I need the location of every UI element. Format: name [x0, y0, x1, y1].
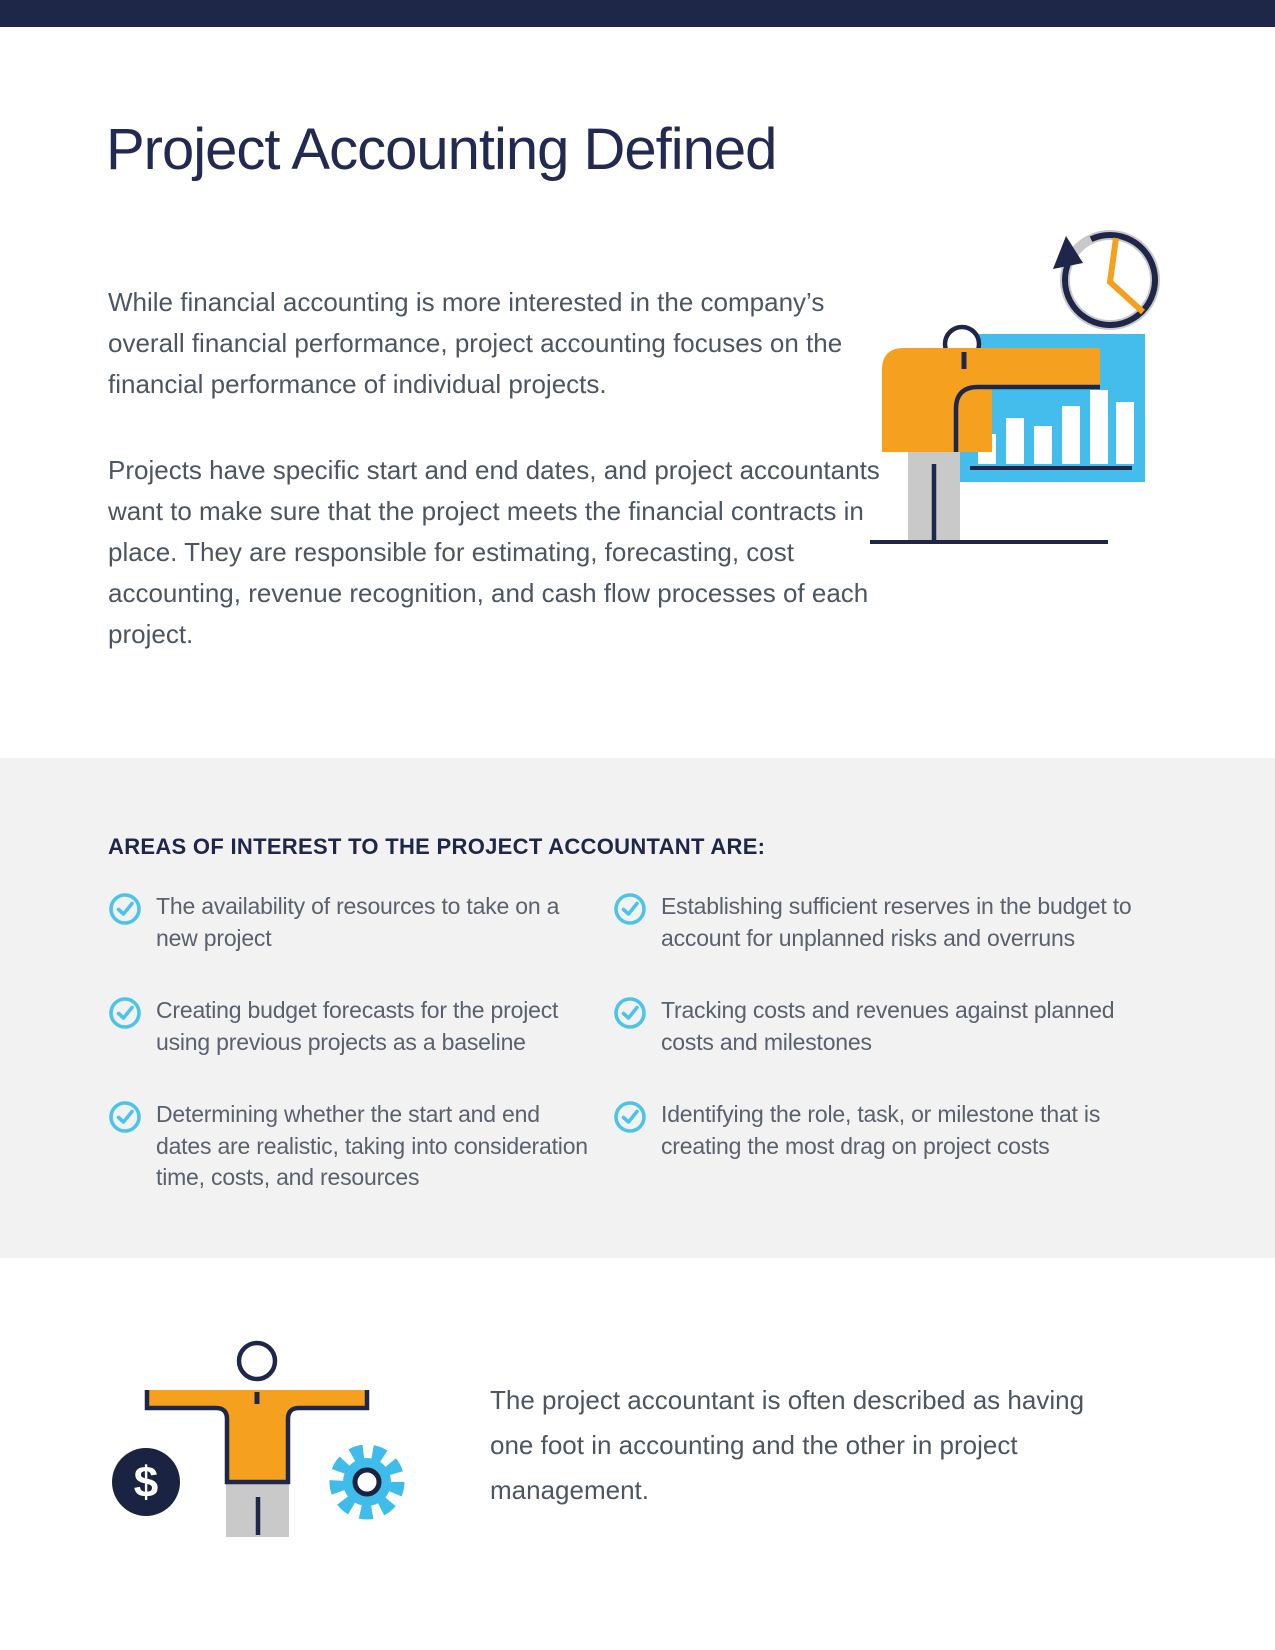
- check-circle-icon: [108, 996, 142, 1030]
- checklist-item: [108, 1099, 613, 1194]
- checklist-item-text: The availability of resources to take on a new project: [156, 893, 560, 951]
- intro-text-block: [108, 282, 898, 655]
- checklist-item: [613, 891, 1183, 954]
- intro-paragraph-1: While financial accounting is more interested in the company’s overall financial performance, project accounting focuses on the financial performance of individual projects.: [108, 287, 843, 399]
- check-circle-icon: [108, 1100, 142, 1134]
- checklist-item: [108, 891, 613, 954]
- top-accent-bar: [0, 0, 1275, 27]
- areas-checklist: [108, 891, 1183, 1194]
- checklist-item-text: Determining whether the start and end dates are realistic, taking into consideration time, costs, and resources: [156, 1101, 588, 1190]
- checklist-item-text: Identifying the role, task, or milestone that is creating the most drag on project costs: [661, 1101, 1101, 1159]
- checklist-item-text: Tracking costs and revenues against planned costs and milestones: [661, 997, 1115, 1055]
- intro-paragraph-2: Projects have specific start and end dates, and project accountants want to make sure that the project meets the financial contracts in place. They are responsible for estimating, forecasting, cost accounting, revenue recognition, and cash flow processes of each project.: [108, 455, 880, 649]
- history-clock-icon: [1053, 235, 1155, 325]
- checklist-item: [613, 995, 1183, 1058]
- balancing-person-icon: [147, 1343, 367, 1537]
- checklist-item-text: Creating budget forecasts for the project using previous projects as a baseline: [156, 997, 559, 1055]
- areas-heading: AREAS OF INTEREST TO THE PROJECT ACCOUNTANT ARE:: [108, 834, 766, 859]
- check-circle-icon: [613, 996, 647, 1030]
- page-title: Project Accounting Defined: [106, 117, 777, 182]
- checklist-item: [613, 1099, 1183, 1162]
- svg-text:$: $: [133, 1458, 159, 1507]
- check-circle-icon: [613, 892, 647, 926]
- check-circle-icon: [613, 1100, 647, 1134]
- checklist-item-text: Establishing sufficient reserves in the budget to account for unplanned risks and overruns: [661, 893, 1132, 951]
- presenter-illustration: [860, 212, 1170, 557]
- checklist-item: [108, 995, 613, 1058]
- check-circle-icon: [108, 892, 142, 926]
- closing-statement: The project accountant is often described as having one foot in accounting and the other in project management.: [490, 1385, 1085, 1505]
- dollar-coin-icon: [112, 1448, 180, 1516]
- gear-icon: [337, 1452, 397, 1512]
- balance-illustration: [95, 1285, 415, 1565]
- areas-section: [0, 758, 1275, 1258]
